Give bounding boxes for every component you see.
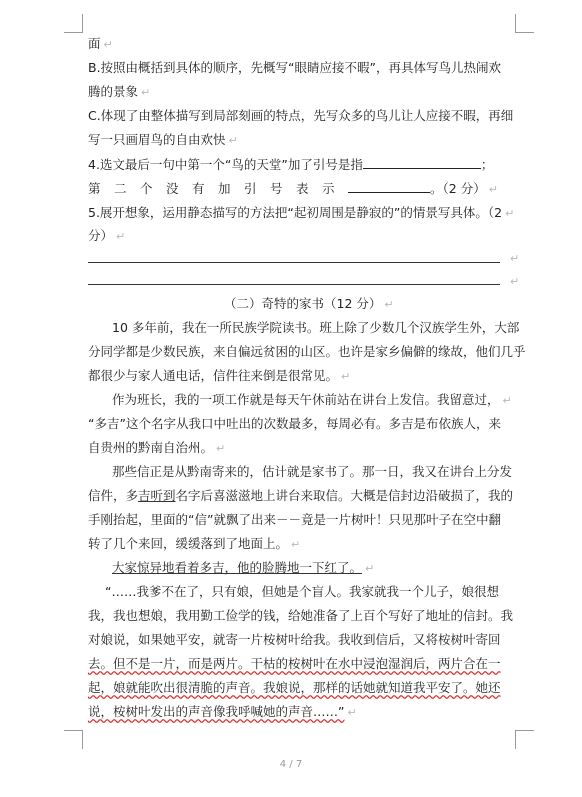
spellcheck-line: 起，娘就能吹出很清脆的声音。我娘说，那样的话她就知道我平安了。她还	[88, 680, 501, 695]
paragraph-mark-icon: ↵	[502, 394, 512, 407]
text-line: 10 多年前，我在一所民族学院读书。班上除了少数几个汉族学生外，大部	[112, 320, 520, 335]
text-line: 腾的景象 ↵	[88, 84, 151, 99]
paragraph-mark-icon: ↵	[488, 183, 498, 196]
answer-blank[interactable]	[348, 180, 430, 193]
question-4-line: 4.选文最后一句中第一个“鸟的天堂”加了引号是指 ；	[88, 157, 494, 172]
crop-mark-top-right	[515, 14, 534, 33]
option-b-line: B.按照由概括到具体的顺序，先概写“眼睛应接不暇”，再具体写鸟儿热闹欢	[88, 60, 502, 75]
section-title: （二）奇特的家书（12 分） ↵	[224, 296, 394, 311]
paragraph-mark-icon: ↵	[347, 706, 357, 719]
page-number: 4 / 7	[279, 759, 303, 770]
answer-line[interactable]	[88, 284, 500, 285]
text-line: 对娘说，如果她平安，就寄一片桉树叶给我。我收到信后，又将桉树叶寄回	[88, 632, 501, 647]
text-line: 那些信正是从黔南寄来的，估计就是家书了。那一日，我又在讲台上分发	[112, 464, 513, 479]
text-line: “……我爹不在了，只有娘，但她是个盲人。我家就我一个儿子，娘很想	[105, 584, 499, 599]
spellcheck-line: 去。但不是一片，而是两片。干枯的桉树叶在水中浸泡湿润后，两片合在一	[88, 656, 501, 671]
paragraph-mark-icon: ↵	[505, 207, 515, 220]
paragraph-mark-icon: ↵	[291, 538, 301, 551]
crop-mark-bottom-right	[515, 730, 534, 749]
underlined-phrase: 吉听到	[138, 488, 176, 503]
text-line: 分） ↵	[88, 228, 126, 243]
question-4-line-2: 第二个没有加引号表示 。（2 分） ↵	[88, 181, 498, 196]
paragraph-mark-icon: ↵	[341, 370, 351, 383]
paragraph-mark-icon: ↵	[103, 38, 113, 51]
text-line: “多吉”这个名字从我口中吐出的次数最多，每周必有。多吉是布依族人，来	[88, 416, 501, 431]
crop-mark-top-left	[64, 14, 83, 33]
question-5-line: 5.展开想象，运用静态描写的方法把“起初周围是静寂的”的情景写具体。（2 ↵	[88, 205, 515, 220]
paragraph-mark-icon: ↵	[384, 298, 394, 311]
answer-line[interactable]	[88, 262, 500, 263]
paragraph-mark-icon: ↵	[216, 442, 226, 455]
paragraph-mark-icon: ↵	[141, 86, 151, 99]
answer-blank[interactable]	[363, 156, 481, 169]
spellcheck-line: 说，桉树叶发出的声音像我呼喊她的声音……” ↵	[88, 704, 357, 719]
text-line: 作为班长，我的一项工作就是每天午休前站在讲台上发信。我留意过， ↵	[112, 392, 512, 407]
text-line: 信件，多吉听到名字后喜滋滋地上讲台来取信。大概是信封边沿破损了，我的	[88, 488, 514, 503]
text-line: 面 ↵	[88, 36, 113, 51]
text-line: 手刚抬起，里面的“信”就飘了出来－－竟是一片树叶！只见那叶子在空中翻	[88, 512, 501, 527]
text-line: 写一只画眉鸟的自由欢快 ↵	[88, 132, 238, 147]
text-line: 分同学都是少数民族，来自偏远贫困的山区。也许是家乡偏僻的缘故，他们几乎	[88, 344, 526, 359]
crop-mark-bottom-left	[64, 730, 83, 749]
paragraph-mark-icon: ↵	[365, 562, 375, 575]
paragraph-mark-icon: ↵	[510, 252, 520, 265]
text-line: 我，我也想娘，我用勤工俭学的钱，给她准备了上百个写好了地址的信封。我	[88, 608, 514, 623]
text-line: 自贵州的黔南自治州。 ↵	[88, 440, 226, 455]
underlined-sentence: 大家惊异地看着多吉，他的脸腾地一下红了。 ↵	[112, 560, 375, 575]
paragraph-mark-icon: ↵	[116, 230, 126, 243]
text-line: 转了几个来回，缓缓落到了地面上。 ↵	[88, 536, 301, 551]
option-c-line: C.体现了由整体描写到局部刻画的特点，先写众多的鸟儿让人应接不暇，再细	[88, 108, 514, 123]
text-line: 都很少与家人通电话，信件往来倒是很常见。 ↵	[88, 368, 351, 383]
paragraph-mark-icon: ↵	[510, 275, 520, 288]
paragraph-mark-icon: ↵	[228, 134, 238, 147]
